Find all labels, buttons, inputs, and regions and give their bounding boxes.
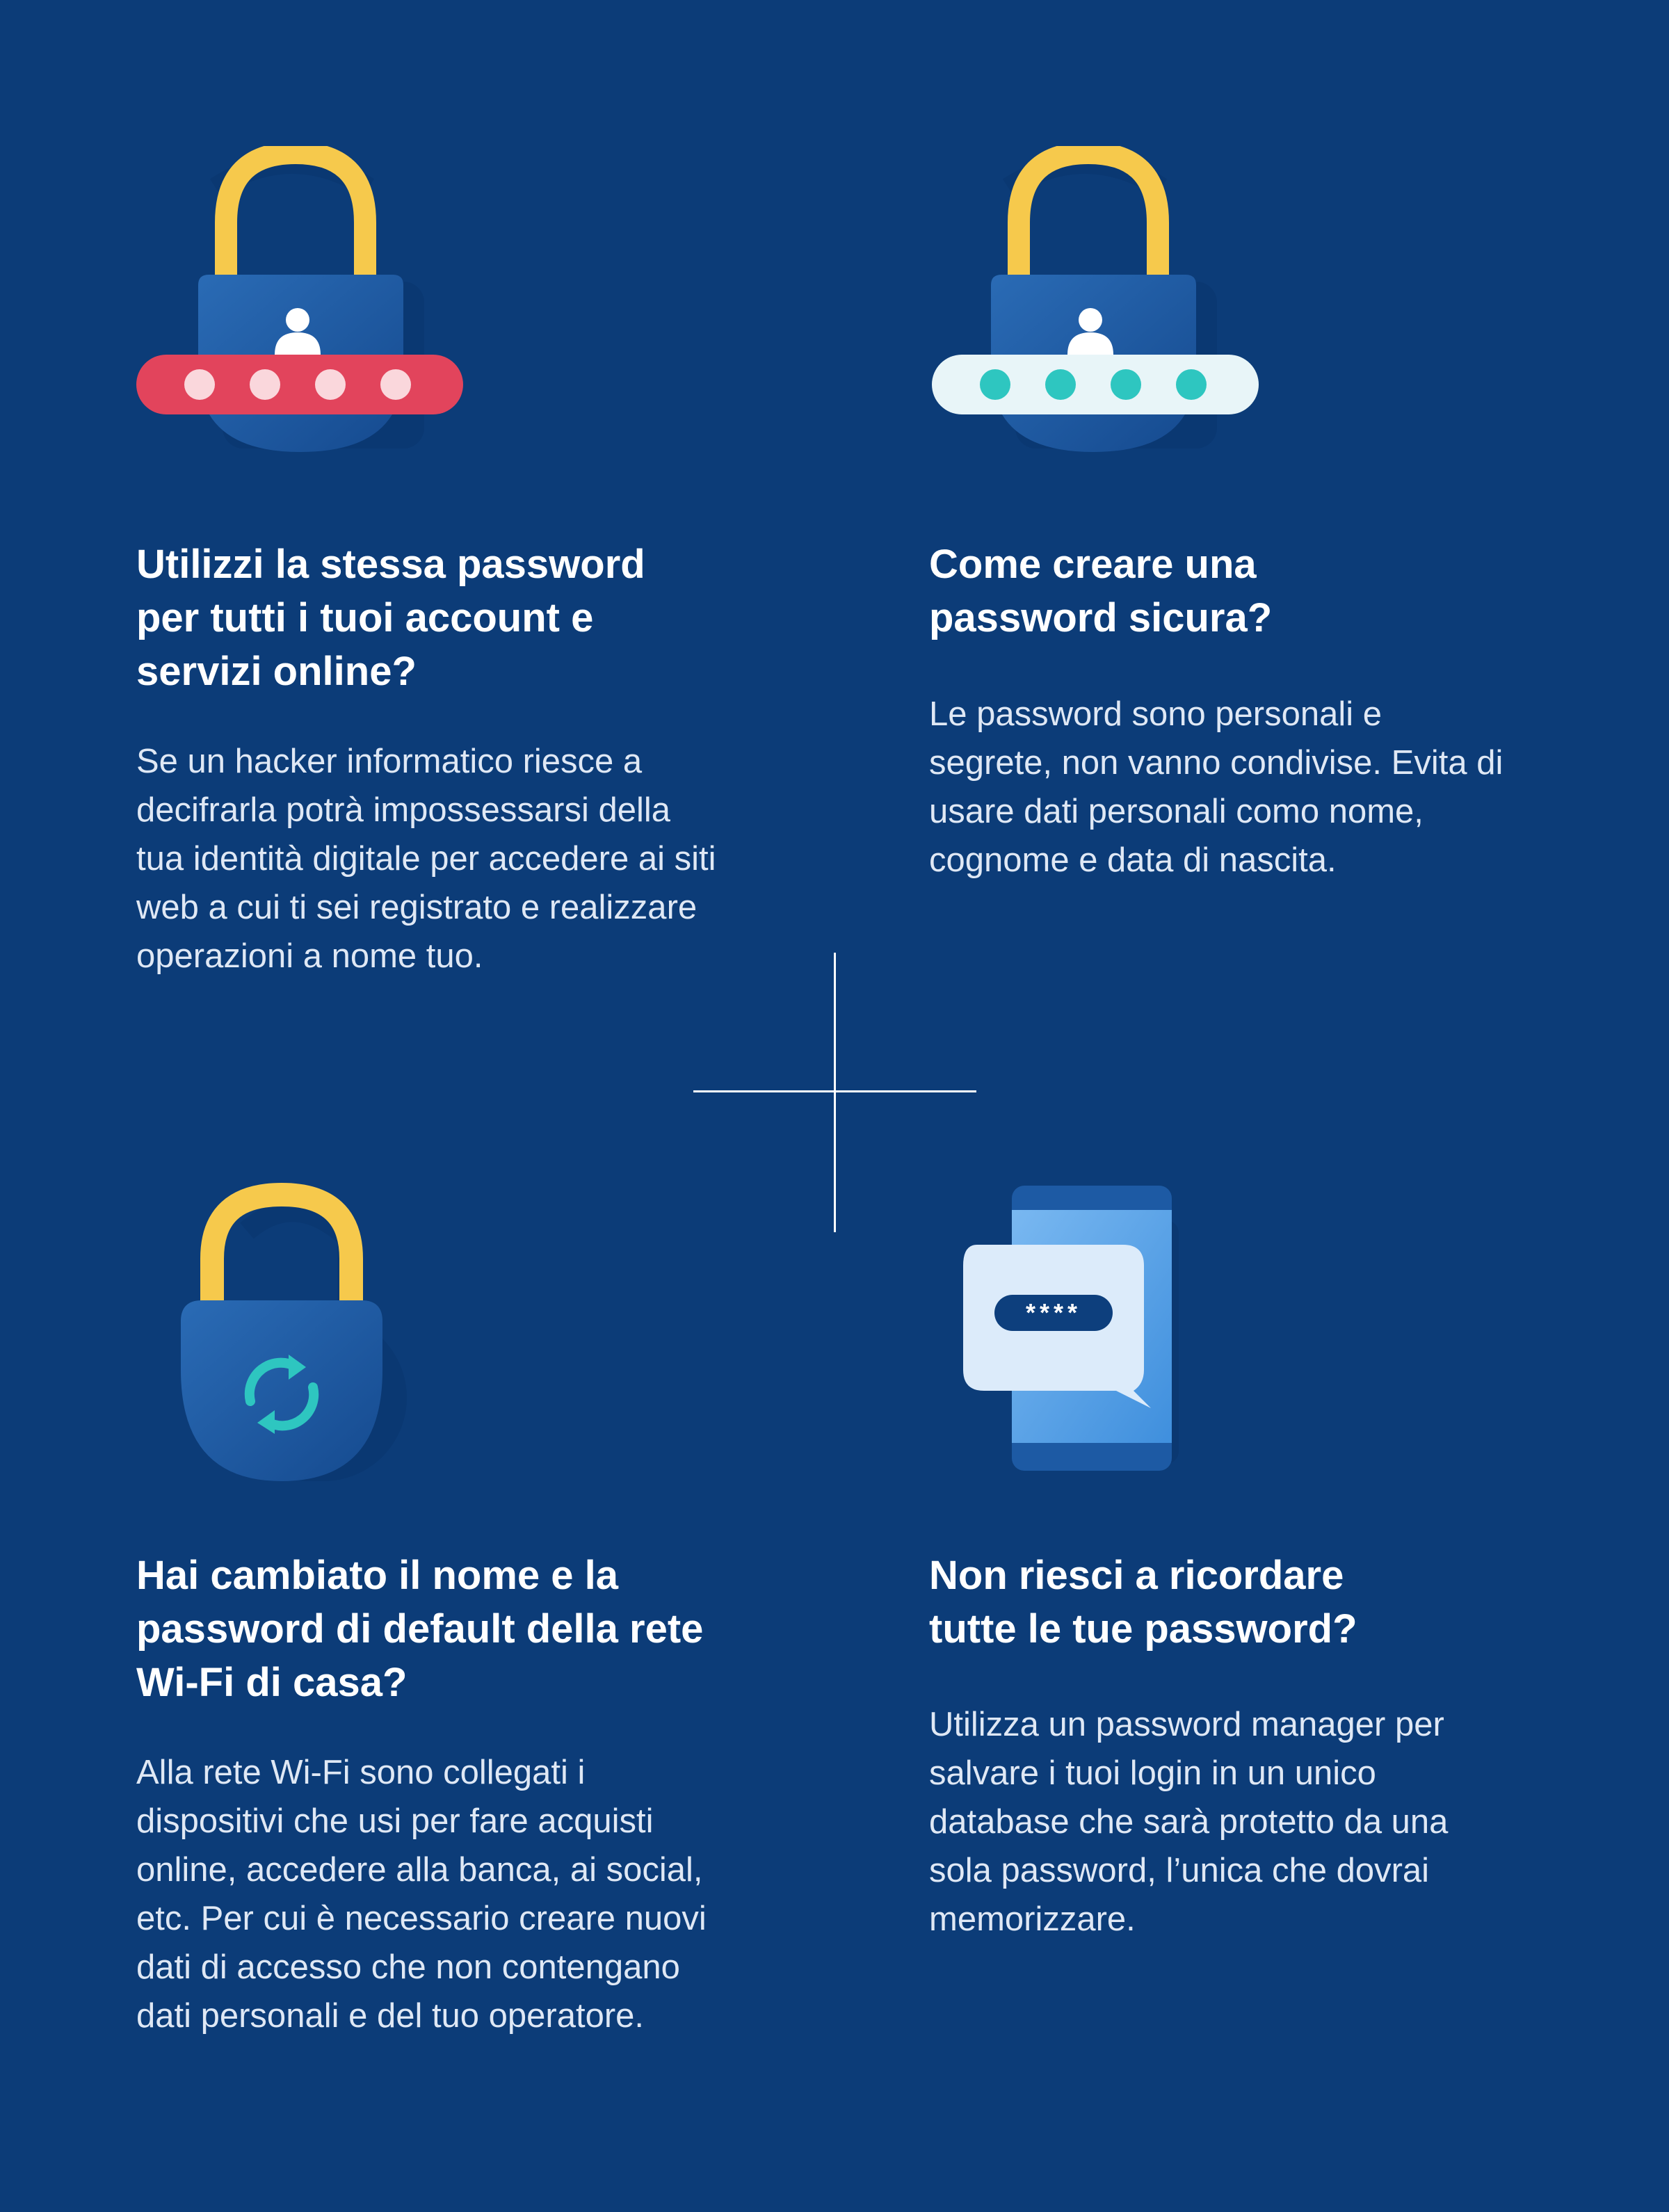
card-title: Utilizzi la stessa password per tutti i tuoi account e servizi online? bbox=[136, 542, 645, 694]
card-title: Come creare una password sicura? bbox=[929, 542, 1273, 640]
card-body: Alla rete Wi-Fi sono collegati i dispositivi che usi per fare acquisti online, accedere alla banca, ai social, etc. Per cui è necessario creare nuovi dati di accesso che non contengano dati personali e del tuo operatore. bbox=[136, 1754, 707, 2035]
card-body: Le password sono personali e segrete, non vanno condivise. Evita di usare dati personali como nome, cognome e data di nascita. bbox=[929, 695, 1503, 879]
padlock-refresh-icon bbox=[177, 1182, 428, 1488]
card-body: Se un hacker informatico riesce a decifrarla potrà impossessarsi della tua identità digitale per accedere ai siti web a cui ti sei registrato e realizzare operazioni a nome tuo. bbox=[136, 743, 716, 975]
divider-vertical bbox=[834, 953, 836, 1232]
masked-password-text: **** bbox=[1025, 1298, 1082, 1327]
card-body: Utilizza un password manager per salvare i tuoi login in un unico database che sarà protetto da una sola password, l’unica che dovrai memorizzare. bbox=[929, 1706, 1449, 1938]
padlock-user-password-red-icon bbox=[132, 146, 480, 466]
padlock-user-password-teal-icon bbox=[925, 146, 1273, 466]
divider-horizontal bbox=[693, 1090, 976, 1092]
card-title: Non riesci a ricordare tutte le tue password? bbox=[929, 1553, 1357, 1652]
smartphone-password-bubble-icon bbox=[956, 1182, 1220, 1474]
card-title: Hai cambiato il nome e la password di default della rete Wi-Fi di casa? bbox=[136, 1553, 704, 1705]
